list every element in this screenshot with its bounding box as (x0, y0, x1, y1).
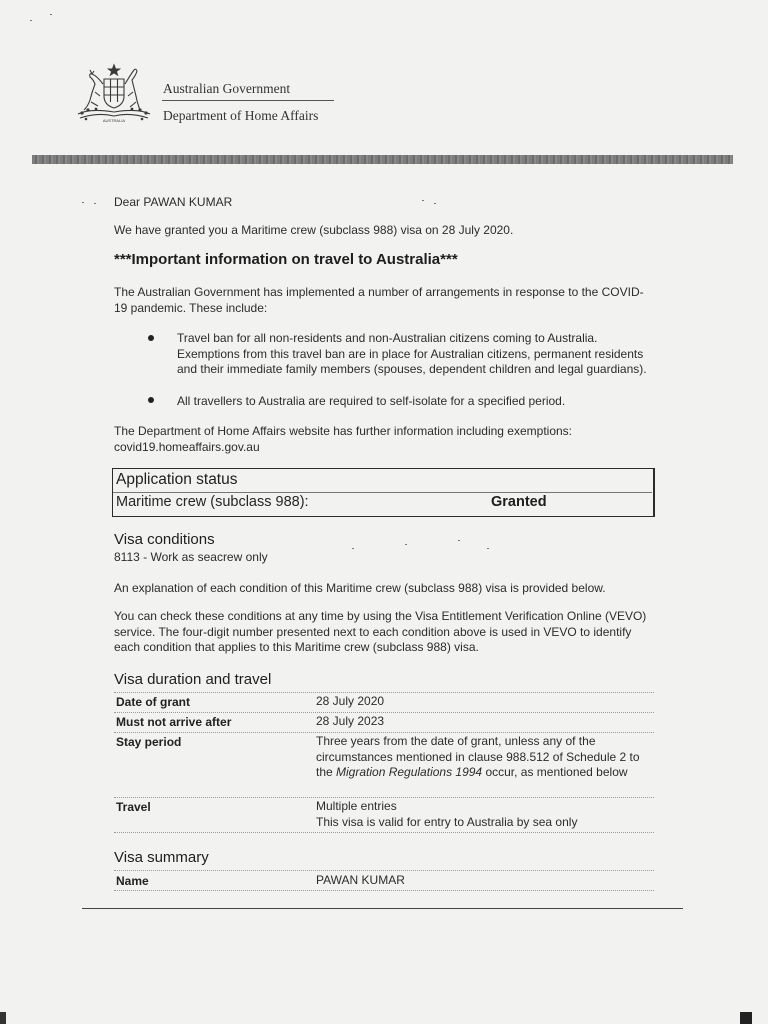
table-rule (114, 832, 654, 833)
vevo-info: You can check these conditions at any time by using the Visa Entitlement Verification Online (VEVO) service. The four-digit number presented next to each condition above is used in VEVO to identify each condition that applies to this Maritime crew (subclass 988) visa. (114, 609, 647, 654)
table-row-label: Name (116, 874, 149, 888)
visa-summary-title: Visa summary (114, 849, 209, 866)
scan-speck (434, 203, 436, 204)
table-row-value: 28 July 2023 (316, 714, 385, 728)
scan-speck (82, 202, 84, 203)
scan-speck (352, 548, 354, 549)
stay-period-value (316, 734, 651, 781)
website-info: The Department of Home Affairs website has further information including exemptions: covid19.homeaffairs.gov.au (114, 424, 573, 454)
scan-edge-mark (740, 1012, 752, 1024)
letterhead-divider (162, 100, 334, 101)
table-row-value: PAWAN KUMAR (316, 873, 405, 887)
important-heading: ***Important information on travel to Australia*** (114, 251, 458, 268)
department-name: Department of Home Affairs (163, 108, 319, 123)
table-row-label: Travel (116, 800, 151, 814)
table-rule (114, 732, 654, 733)
status-divider (113, 492, 652, 493)
table-row-value: 28 July 2020 (316, 694, 385, 708)
grant-sentence: We have granted you a Maritime crew (subclass 988) visa on 28 July 2020. (114, 223, 514, 237)
coat-of-arms-logo (70, 62, 158, 124)
bullet-item: Travel ban for all non-residents and non-Australian citizens coming to Australia. Exemptions from this travel ban are in place for Australian citizens, permanent residents and their immediate family members (spouses, dependent children and legal guardians). (177, 331, 647, 376)
scan-edge-mark (0, 1012, 6, 1024)
application-status-value: Granted (491, 494, 547, 510)
scan-speck (422, 200, 424, 201)
table-rule (114, 692, 654, 693)
salutation: Dear PAWAN KUMAR (114, 195, 233, 209)
footer-rule (82, 908, 683, 909)
scan-speck (458, 540, 460, 541)
conditions-explanation: An explanation of each condition of this Maritime crew (subclass 988) visa is provided below. (114, 581, 606, 595)
scan-speck (50, 14, 52, 15)
table-rule (114, 797, 654, 798)
svg-text:AUSTRALIA: AUSTRALIA (102, 118, 126, 123)
bullet-item: All travellers to Australia are required to self-isolate for a specified period. (177, 394, 566, 408)
header-bar (32, 155, 733, 164)
table-rule (114, 870, 654, 871)
application-status-label: Maritime crew (subclass 988): (116, 494, 309, 510)
table-row-label: Must not arrive after (116, 715, 232, 729)
migration-regulations-title: Migration Regulations 1994 (336, 765, 483, 779)
scan-speck (487, 548, 489, 549)
scan-speck (405, 544, 407, 545)
table-row-label: Stay period (116, 735, 182, 749)
covid-intro: The Australian Government has implemented a number of arrangements in response to the COVID-19 pandemic. These include: (114, 285, 644, 315)
table-rule (114, 890, 654, 891)
travel-value-line: Multiple entries (316, 799, 397, 813)
table-rule (114, 712, 654, 713)
travel-value-line: This visa is valid for entry to Australia by sea only (316, 815, 578, 829)
bullet-marker (148, 335, 154, 341)
visa-condition-item: 8113 - Work as seacrew only (114, 550, 268, 564)
stay-period-text-end: occur, as mentioned below (482, 765, 628, 779)
government-name: Australian Government (163, 81, 291, 96)
stay-period-text: Three years from the date of grant, unless any of the circumstances mentioned in clause 988.512 of Schedule 2 to the (316, 734, 640, 779)
visa-duration-title: Visa duration and travel (114, 671, 272, 688)
bullet-marker (148, 397, 154, 403)
table-row-label: Date of grant (116, 695, 191, 709)
visa-conditions-title: Visa conditions (114, 531, 215, 548)
scan-speck (94, 203, 96, 204)
application-status-title: Application status (116, 471, 238, 488)
scan-speck (30, 20, 32, 21)
